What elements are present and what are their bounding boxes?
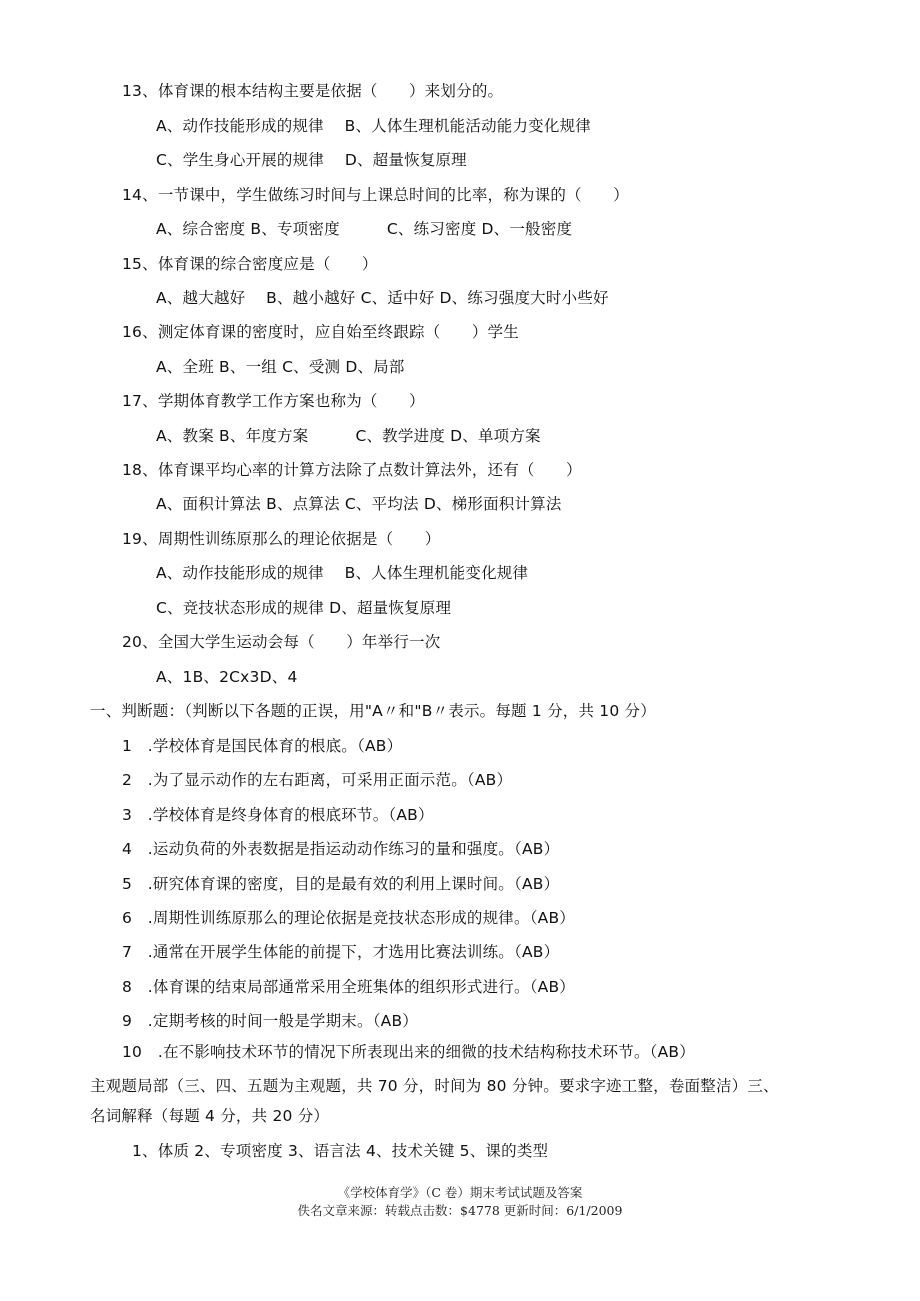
question-16-stem: 16、测定体育课的密度时，应自始至终跟踪（ ）学生 bbox=[122, 323, 519, 341]
judgment-item-1: 1 .学校体育是国民体育的根底。（AB） bbox=[122, 737, 403, 755]
question-13-options-2: C、学生身心开展的规律 D、超量恢复原理 bbox=[156, 151, 467, 169]
question-17-stem: 17、学期体育教学工作方案也称为（ ） bbox=[122, 392, 425, 410]
subjective-heading-line-1: 主观题局部（三、四、五题为主观题，共 70 分，时间为 80 分钟。要求字迹工整，卷面整洁）三、 bbox=[90, 1077, 779, 1095]
judgment-item-7: 7 .通常在开展学生体能的前提下，才选用比赛法训练。（AB） bbox=[122, 943, 560, 961]
question-15-stem: 15、体育课的综合密度应是（ ） bbox=[122, 255, 378, 273]
judgment-item-2: 2 .为了显示动作的左右距离，可采用正面示范。（AB） bbox=[122, 771, 513, 789]
judgment-item-9: 9 .定期考核的时间一般是学期末。（AB） bbox=[122, 1012, 418, 1030]
judgment-item-4: 4 .运动负荷的外表数据是指运动动作练习的量和强度。（AB） bbox=[122, 840, 560, 858]
subjective-heading-line-2: 名词解释（每题 4 分，共 20 分） bbox=[90, 1107, 330, 1125]
question-14-stem: 14、一节课中，学生做练习时间与上课总时间的比率，称为课的（ ） bbox=[122, 186, 629, 204]
question-20-stem: 20、全国大学生运动会每（ ）年举行一次 bbox=[122, 633, 441, 651]
judgment-item-5: 5 .研究体育课的密度，目的是最有效的利用上课时间。（AB） bbox=[122, 875, 560, 893]
question-13-options-1: A、动作技能形成的规律 B、人体生理机能活动能力变化规律 bbox=[156, 117, 591, 135]
question-17-options: A、教案 B、年度方案 C、教学进度 D、单项方案 bbox=[156, 427, 541, 445]
question-19-options-2: C、竞技状态形成的规律 D、超量恢复原理 bbox=[156, 599, 452, 617]
question-15-options: A、越大越好 B、越小越好 C、适中好 D、练习强度大时小些好 bbox=[156, 289, 609, 307]
question-16-options: A、全班 B、一组 C、受测 D、局部 bbox=[156, 358, 405, 376]
judgment-item-8: 8 .体育课的结束局部通常采用全班集体的组织形式进行。（AB） bbox=[122, 978, 575, 996]
judgment-item-6: 6 .周期性训练原那么的理论依据是竞技状态形成的规律。（AB） bbox=[122, 909, 575, 927]
question-14-options: A、综合密度 B、专项密度 C、练习密度 D、一般密度 bbox=[156, 220, 573, 238]
footer-meta: 佚名文章来源：转载点击数：$4778 更新时间：6/1/2009 bbox=[297, 1203, 623, 1218]
question-13-stem: 13、体育课的根本结构主要是依据（ ）来划分的。 bbox=[122, 82, 504, 100]
footer-title: 《学校体育学》（C 卷）期末考试试题及答案 bbox=[337, 1185, 583, 1200]
term-list: 1、体质 2、专项密度 3、语言法 4、技术关键 5、课的类型 bbox=[132, 1142, 549, 1160]
question-18-options: A、面积计算法 B、点算法 C、平均法 D、梯形面积计算法 bbox=[156, 495, 562, 513]
judgment-item-3: 3 .学校体育是终身体育的根底环节。（AB） bbox=[122, 806, 434, 824]
judgment-heading: 一、判断题：（判断以下各题的正误，用"A〃和"B〃表示。每题 1 分，共 10 分） bbox=[90, 702, 656, 720]
question-18-stem: 18、体育课平均心率的计算方法除了点数计算法外，还有（ ） bbox=[122, 461, 582, 479]
question-19-stem: 19、周期性训练原那么的理论依据是（ ） bbox=[122, 530, 441, 548]
judgment-item-10: 10 .在不影响技术环节的情况下所表现出来的细微的技术结构称技术环节。（AB） bbox=[122, 1043, 695, 1061]
question-19-options-1: A、动作技能形成的规律 B、人体生理机能变化规律 bbox=[156, 564, 529, 582]
question-20-options: A、1B、2Cx3D、4 bbox=[156, 668, 298, 686]
